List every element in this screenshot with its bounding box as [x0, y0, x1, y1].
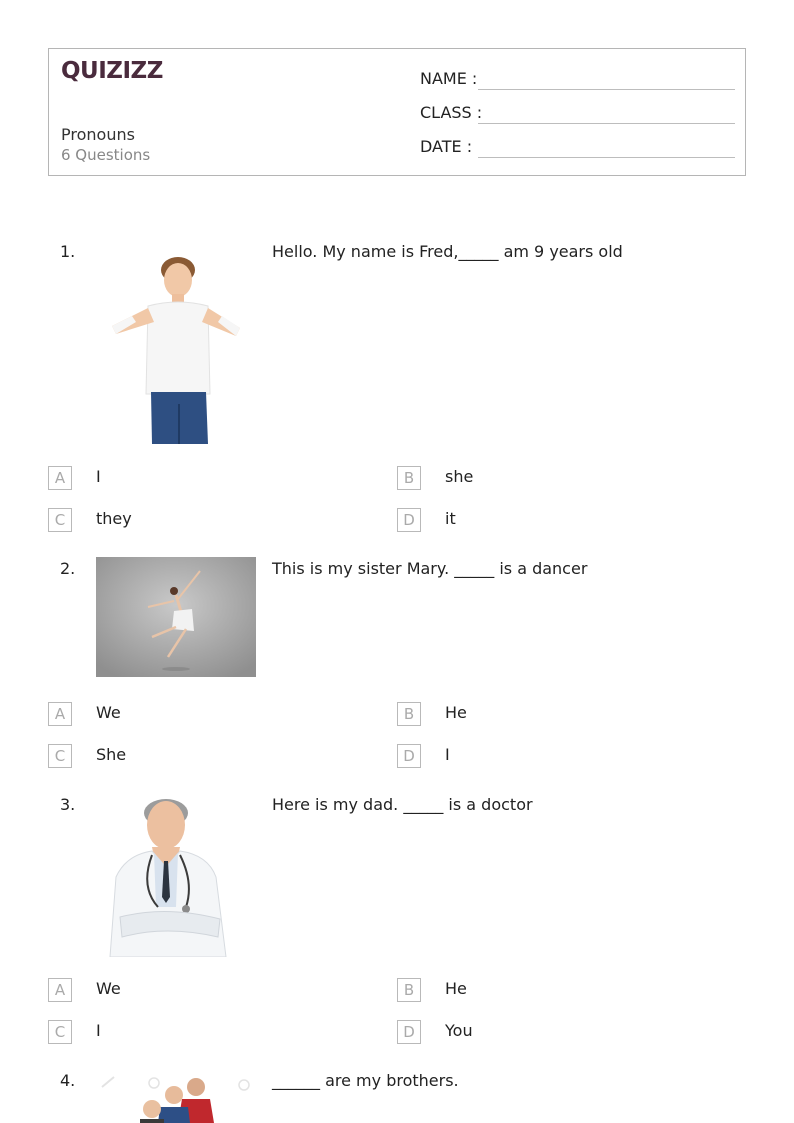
option-text: We	[96, 703, 121, 722]
option-letter: A	[48, 978, 72, 1002]
question-count: 6 Questions	[61, 146, 151, 164]
question-number: 4.	[60, 1071, 76, 1090]
option-text: He	[445, 979, 467, 998]
option-letter: B	[397, 978, 421, 1002]
question-text: ______ are my brothers.	[272, 1071, 459, 1090]
date-field[interactable]	[420, 137, 735, 159]
question-text: Hello. My name is Fred,_____ am 9 years old	[272, 242, 623, 261]
boy-pointing-image	[96, 244, 256, 444]
option-3c[interactable]	[48, 1020, 348, 1044]
option-letter: C	[48, 744, 72, 768]
question-number: 1.	[60, 242, 76, 261]
option-letter: D	[397, 1020, 421, 1044]
option-1b[interactable]	[397, 466, 697, 490]
dancer-image	[96, 557, 256, 677]
option-letter: B	[397, 466, 421, 490]
option-3d[interactable]	[397, 1020, 697, 1044]
option-text: they	[96, 509, 132, 528]
option-text: She	[96, 745, 127, 764]
option-text: I	[96, 467, 101, 486]
name-field[interactable]	[420, 69, 735, 91]
option-2a[interactable]	[48, 702, 348, 726]
name-line[interactable]	[478, 89, 735, 90]
option-3a[interactable]	[48, 978, 348, 1002]
class-field[interactable]	[420, 103, 735, 125]
option-letter: D	[397, 744, 421, 768]
worksheet-title: Pronouns	[61, 125, 135, 144]
brothers-image	[96, 1073, 256, 1123]
option-2c[interactable]	[48, 744, 348, 768]
option-letter: A	[48, 702, 72, 726]
worksheet-header	[48, 48, 746, 176]
date-label: DATE :	[420, 137, 473, 156]
option-2d[interactable]	[397, 744, 697, 768]
option-text: We	[96, 979, 121, 998]
date-line[interactable]	[478, 157, 735, 158]
question-4	[0, 1071, 794, 1123]
option-text: I	[445, 745, 450, 764]
question-number: 2.	[60, 559, 76, 578]
option-letter: C	[48, 1020, 72, 1044]
option-1c[interactable]	[48, 508, 348, 532]
option-letter: C	[48, 508, 72, 532]
option-3b[interactable]	[397, 978, 697, 1002]
option-text: it	[445, 509, 456, 528]
quizizz-logo: QUIZIZZ	[61, 58, 163, 84]
question-text: This is my sister Mary. _____ is a dancer	[272, 559, 588, 578]
option-2b[interactable]	[397, 702, 697, 726]
option-text: I	[96, 1021, 101, 1040]
option-text: He	[445, 703, 467, 722]
option-1a[interactable]	[48, 466, 348, 490]
question-text: Here is my dad. _____ is a doctor	[272, 795, 533, 814]
option-text: she	[445, 467, 474, 486]
option-1d[interactable]	[397, 508, 697, 532]
option-letter: A	[48, 466, 72, 490]
class-line[interactable]	[478, 123, 735, 124]
option-text: You	[445, 1021, 473, 1040]
question-number: 3.	[60, 795, 76, 814]
doctor-image	[96, 797, 256, 957]
option-letter: B	[397, 702, 421, 726]
option-letter: D	[397, 508, 421, 532]
class-label: CLASS :	[420, 103, 483, 122]
name-label: NAME :	[420, 69, 478, 88]
